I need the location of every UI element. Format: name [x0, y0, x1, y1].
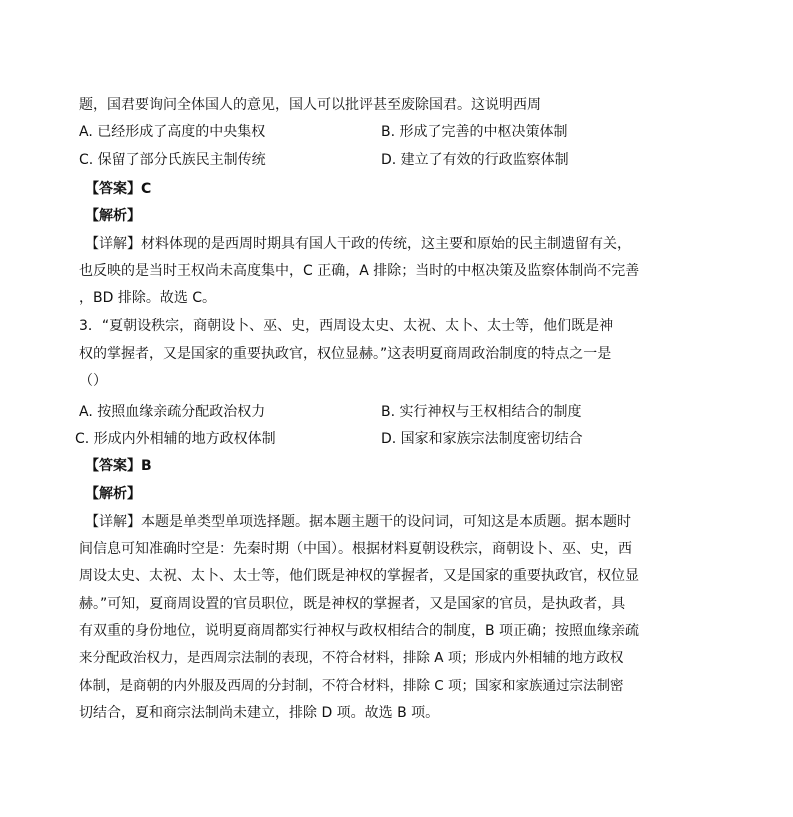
q3-stem-line-2: 权的掌握者，又是国家的重要执政官，权位显赫。”这表明夏商周政治制度的特点之一是	[79, 346, 612, 362]
q2-analysis-label: 【解析】	[85, 208, 141, 224]
q2-answer-label: 【答案】C	[85, 181, 152, 197]
q3-analysis-label: 【解析】	[85, 486, 141, 502]
q3-detail-line-6: 来分配政治权力，是西周宗法制的表现，不符合材料，排除 A 项；形成内外相辅的地方政权	[79, 650, 624, 666]
q3-detail-line-5: 有双重的身份地位，说明夏商周都实行神权与政权相结合的制度，B 项正确；按照血缘亲疏	[79, 623, 640, 639]
q3-option-a: A. 按照血缘亲疏分配政治权力	[79, 404, 266, 420]
q3-option-b: B. 实行神权与王权相结合的制度	[381, 404, 582, 420]
q3-detail-line-7: 体制，是商朝的内外服及西周的分封制，不符合材料，排除 C 项；国家和家族通过宗法制密	[79, 678, 624, 694]
q2-detail-line-1: 【详解】材料体现的是西周时期具有国人干政的传统，这主要和原始的民主制遗留有关，	[85, 236, 631, 252]
q3-detail-line-4: 赫。”可知，夏商周设置的官员职位，既是神权的掌握者，又是国家的官员，是执政者，具	[79, 596, 626, 612]
q2-option-b: B. 形成了完善的中枢决策体制	[381, 124, 568, 140]
q2-detail-line-3: ，BD 排除。故选 C。	[79, 290, 217, 306]
q3-option-d: D. 国家和家族宗法制度密切结合	[381, 431, 583, 447]
q2-detail-line-2: 也反映的是当时王权尚未高度集中，C 正确，A 排除；当时的中枢决策及监察体制尚不完善	[79, 263, 640, 279]
q3-stem-line-3: （）	[79, 373, 107, 389]
q3-answer-label: 【答案】B	[85, 458, 152, 474]
q2-option-a: A. 已经形成了高度的中央集权	[79, 124, 266, 140]
q3-detail-line-1: 【详解】本题是单类型单项选择题。据本题主题干的设问词，可知这是本质题。据本题时	[85, 514, 631, 530]
q2-option-c: C. 保留了部分氏族民主制传统	[79, 152, 266, 168]
q3-detail-line-8: 切结合，夏和商宗法制尚未建立，排除 D 项。故选 B 项。	[79, 705, 440, 721]
q3-detail-line-2: 间信息可知准确时空是：先秦时期（中国）。根据材料夏朝设秩宗，商朝设卜、巫、史，西	[79, 541, 632, 557]
q3-option-c: C. 形成内外相辅的地方政权体制	[75, 431, 276, 447]
q2-option-d: D. 建立了有效的行政监察体制	[381, 152, 569, 168]
q2-stem-tail: 题，国君要询问全体国人的意见，国人可以批评甚至废除国君。这说明西周	[79, 97, 541, 113]
q3-stem-line-1: 3．“夏朝设秩宗，商朝设卜、巫、史，西周设太史、太祝、太卜、太士等，他们既是神	[79, 318, 614, 334]
q3-detail-line-3: 周设太史、太祝、太卜、太士等，他们既是神权的掌握者，又是国家的重要执政官，权位显	[79, 568, 639, 584]
